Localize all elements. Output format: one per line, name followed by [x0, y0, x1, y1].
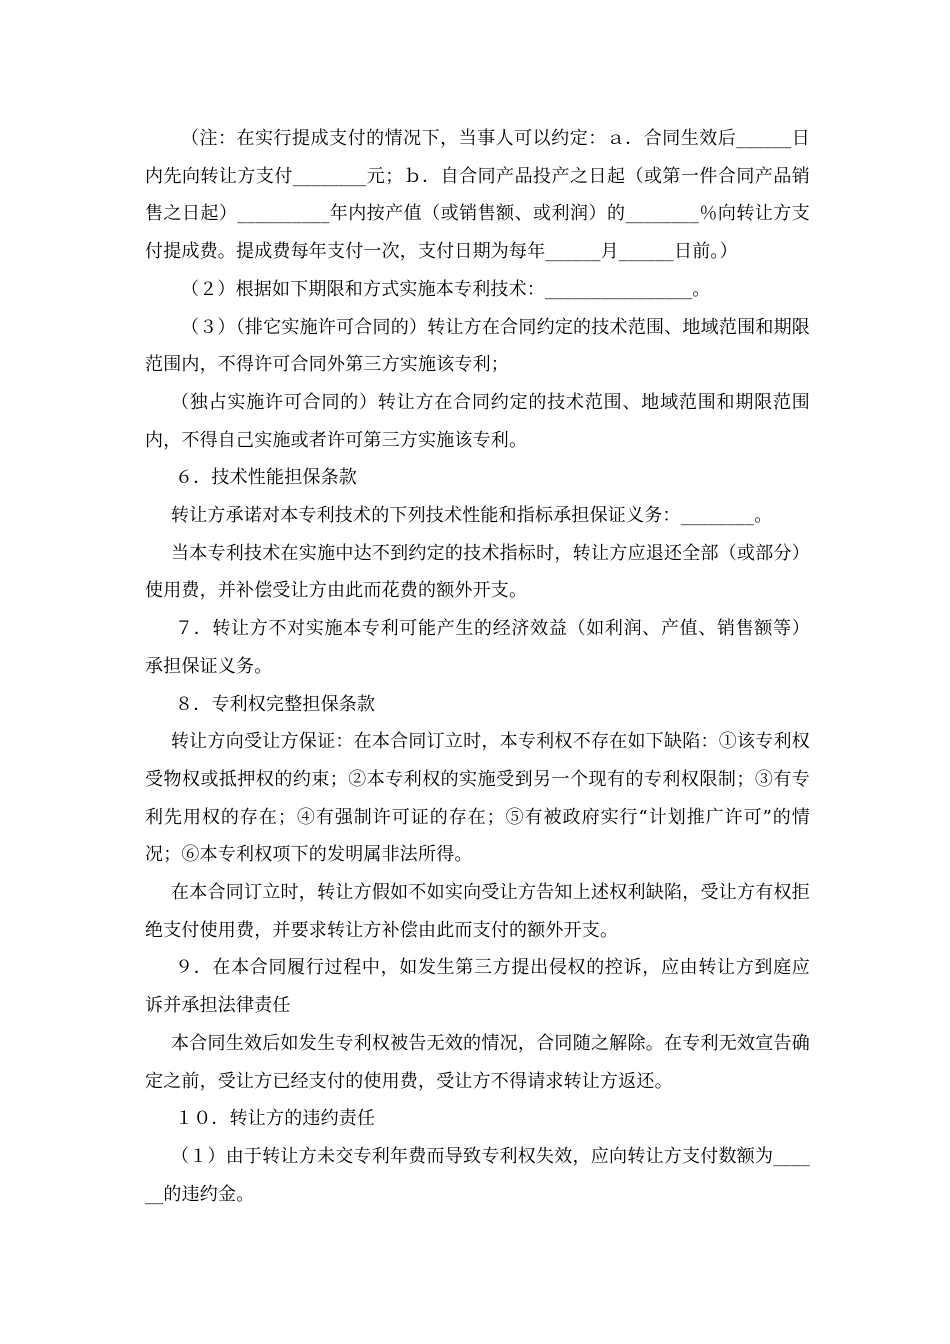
heading-section-10: １０．转让方的违约责任 [175, 1108, 376, 1130]
paragraph-item-3-sole: （独占实施许可合同的）转让方在合同约定的技术范围、地域范围和期限范围内，不得自己实施或者许可第三方实施该专利。 [145, 391, 810, 451]
heading-section-6: ６．技术性能担保条款 [175, 467, 357, 489]
paragraph-section-8-refusal: 在本合同订立时，转让方假如不如实向受让方告知上述权利缺陷，受让方有权拒绝支付使用费，并要求转让方补偿由此而支付的额外开支。 [145, 882, 810, 941]
paragraph-section-6-refund: 当本专利技术在实施中达不到约定的技术指标时，转让方应退还全部（或部分）使用费，并补偿受让方由此而花费的额外开支。 [145, 542, 810, 602]
heading-section-8: ８．专利权完整担保条款 [175, 693, 376, 715]
paragraph-item-2: （２）根据如下期限和方式实施本专利技术：________________。 [181, 278, 711, 300]
paragraph-section-9-invalidity: 本合同生效后如发生专利权被告无效的情况，合同随之解除。在专利无效宣告确定之前，受让方已经支付的使用费，受让方不得请求转让方返还。 [145, 1032, 810, 1092]
document-body [145, 120, 810, 1213]
paragraph-section-8-guarantee: 转让方向受让方保证：在本合同订立时，本专利权不存在如下缺陷：①该专利权受物权或抵押权的约束；②本专利权的实施受到另一个现有的专利权限制；③有专利先用权的存在；④有强制许可证的存在；⑤有被政府实行“计划推广许可”的情况；⑥本专利权项下的发明属非法所得。 [145, 731, 810, 866]
paragraph-section-6-promise: 转让方承诺对本专利技术的下列技术性能和指标承担保证义务：________。 [171, 505, 773, 527]
paragraph-section-10-item-1: （１）由于转让方未交专利年费而导致专利权失效，应向转让方支付数额为______的违约金。 [145, 1145, 810, 1205]
paragraph-royalty-note: （注：在实行提成支付的情况下，当事人可以约定：ａ．合同生效后______日内先向转让方支付________元；ｂ．自合同产品投产之日起（或第一件合同产品销售之日起）__________年内按产值（或销售额、或利润）的________％向转让方支付提成费。提成费每年支付一次，支付日期为每年______月______日前。） [145, 128, 810, 263]
paragraph-item-3-exclusive: （３）（排它实施许可合同的）转让方在合同约定的技术范围、地域范围和期限范围内，不得许可合同外第三方实施该专利； [145, 316, 810, 376]
paragraph-section-7: ７．转让方不对实施本专利可能产生的经济效益（如利润、产值、销售额等）承担保证义务。 [145, 618, 810, 677]
paragraph-section-9: ９．在本合同履行过程中，如发生第三方提出侵权的控诉，应由转让方到庭应诉并承担法律责任 [145, 957, 810, 1017]
